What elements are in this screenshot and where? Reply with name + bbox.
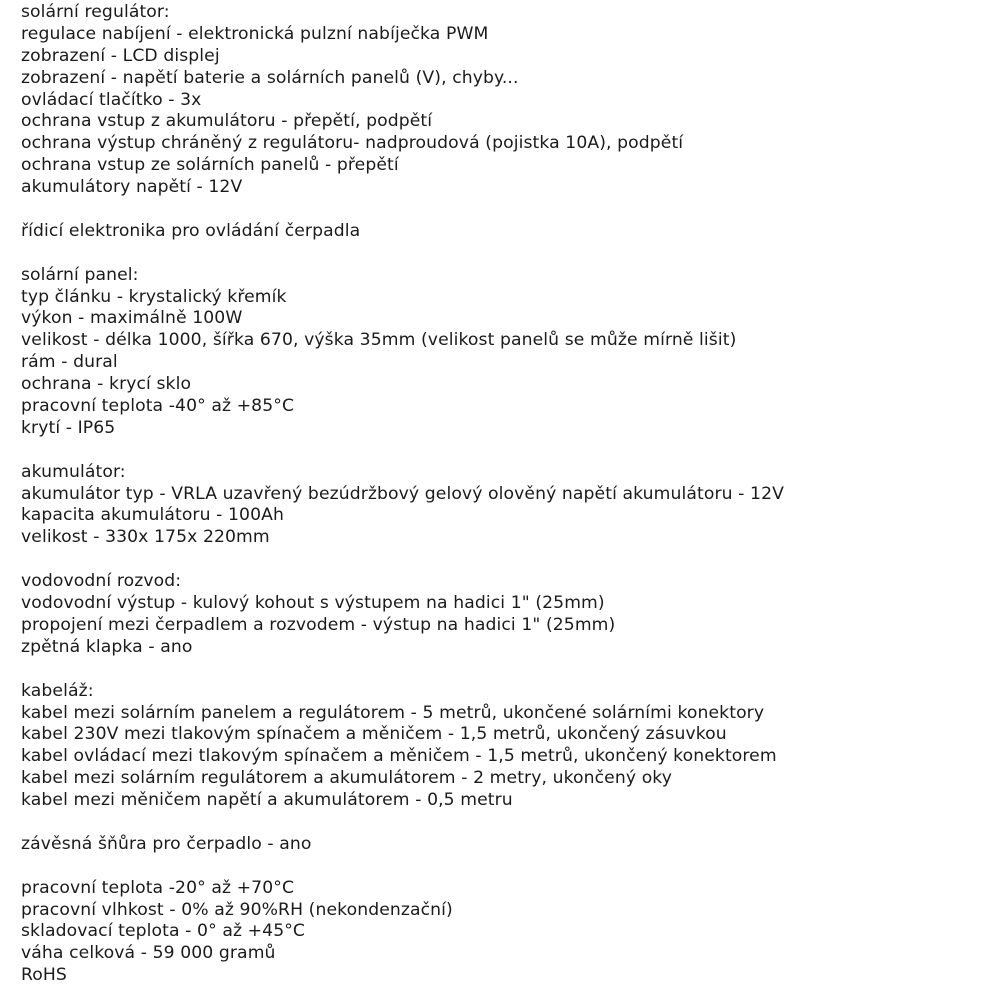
spec-line: typ článku - krystalický křemík bbox=[21, 286, 287, 307]
section-hanging-cord bbox=[21, 834, 996, 856]
section-battery bbox=[21, 462, 996, 550]
spec-line: regulace nabíjení - elektronická pulzní nabíječka PWM bbox=[21, 23, 489, 44]
spec-line: zobrazení - LCD displej bbox=[21, 45, 220, 66]
spec-line: zpětná klapka - ano bbox=[21, 636, 193, 657]
spec-line: pracovní teplota -40° až +85°C bbox=[21, 396, 295, 417]
spec-line: kabel 230V mezi tlakovým spínačem a měničem - 1,5 metrů, ukončený zásuvkou bbox=[21, 724, 727, 745]
spec-line: výkon - maximálně 100W bbox=[21, 308, 243, 329]
spec-line: řídicí elektronika pro ovládání čerpadla bbox=[21, 220, 361, 241]
spec-line: akumulátory napětí - 12V bbox=[21, 177, 243, 198]
spec-line: ovládací tlačítko - 3x bbox=[21, 89, 202, 110]
spec-line: krytí - IP65 bbox=[21, 417, 116, 438]
section-cabling bbox=[21, 681, 996, 812]
section-heading: solární regulátor: bbox=[21, 2, 170, 22]
spec-line: ochrana výstup chráněný z regulátoru- nadproudová (pojistka 10A), podpětí bbox=[21, 133, 684, 154]
spec-line: ochrana - krycí sklo bbox=[21, 374, 192, 395]
spec-line: ochrana vstup ze solárních panelů - přepětí bbox=[21, 155, 399, 176]
spacer bbox=[21, 549, 996, 571]
spec-line: kabel mezi solárním panelem a regulátorem - 5 metrů, ukončené solárními konektory bbox=[21, 702, 765, 723]
spacer bbox=[21, 243, 996, 265]
spec-line: váha celková - 59 000 gramů bbox=[21, 943, 276, 964]
section-solar-regulator bbox=[21, 2, 996, 199]
spec-line: RoHS bbox=[21, 965, 67, 986]
spec-line: pracovní vlhkost - 0% až 90%RH (nekondenzační) bbox=[21, 899, 453, 920]
spec-line: propojení mezi čerpadlem a rozvodem - výstup na hadici 1" (25mm) bbox=[21, 614, 616, 635]
spec-line: kabel mezi solárním regulátorem a akumulátorem - 2 metry, ukončený oky bbox=[21, 768, 673, 789]
section-control-electronics bbox=[21, 221, 996, 243]
spec-line: akumulátor typ - VRLA uzavřený bezúdržbový gelový olověný napětí akumulátoru - 12V bbox=[21, 483, 784, 504]
section-heading: kabeláž: bbox=[21, 680, 94, 701]
spec-line: kabel ovládací mezi tlakovým spínačem a měničem - 1,5 metrů, ukončený konektorem bbox=[21, 746, 777, 767]
spec-line: kapacita akumulátoru - 100Ah bbox=[21, 505, 284, 526]
section-general bbox=[21, 878, 996, 987]
section-heading: akumulátor: bbox=[21, 461, 126, 482]
spec-line: ochrana vstup z akumulátoru - přepětí, podpětí bbox=[21, 111, 433, 132]
spec-line: pracovní teplota -20° až +70°C bbox=[21, 877, 295, 898]
spacer bbox=[21, 440, 996, 462]
spec-line: rám - dural bbox=[21, 352, 118, 373]
spacer bbox=[21, 659, 996, 681]
spacer bbox=[21, 856, 996, 878]
section-heading: solární panel: bbox=[21, 264, 139, 285]
spec-document bbox=[21, 2, 996, 987]
section-solar-panel bbox=[21, 265, 996, 440]
spec-line: zobrazení - napětí baterie a solárních panelů (V), chyby... bbox=[21, 67, 519, 88]
spec-line: velikost - 330x 175x 220mm bbox=[21, 527, 270, 548]
section-water-distribution bbox=[21, 571, 996, 659]
section-heading: vodovodní rozvod: bbox=[21, 571, 182, 592]
spacer bbox=[21, 199, 996, 221]
spec-line: skladovací teplota - 0° až +45°C bbox=[21, 921, 306, 942]
spec-line: kabel mezi měničem napětí a akumulátorem - 0,5 metru bbox=[21, 790, 513, 811]
spec-line: závěsná šňůra pro čerpadlo - ano bbox=[21, 833, 312, 854]
spec-line: vodovodní výstup - kulový kohout s výstupem na hadici 1" (25mm) bbox=[21, 593, 605, 614]
spacer bbox=[21, 812, 996, 834]
spec-line: velikost - délka 1000, šířka 670, výška 35mm (velikost panelů se může mírně lišit) bbox=[21, 330, 737, 351]
